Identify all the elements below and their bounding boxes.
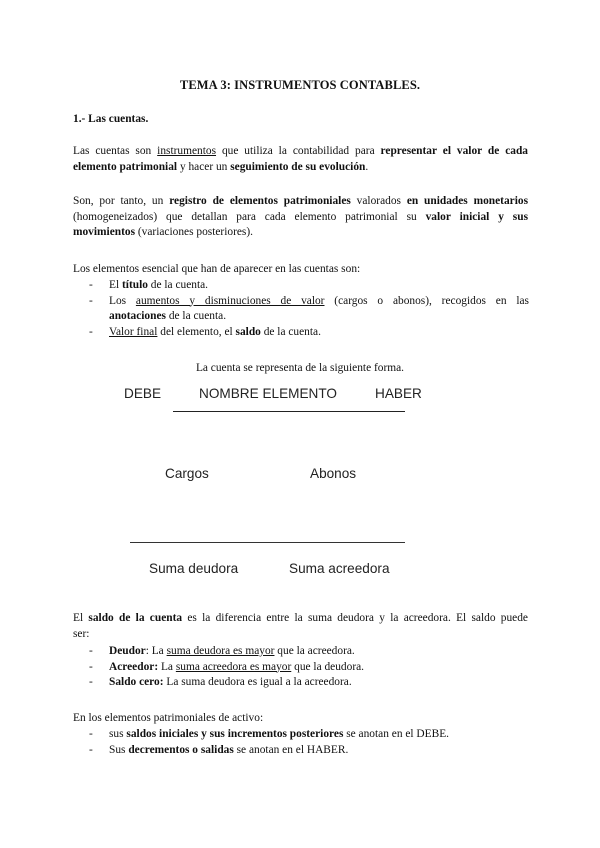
paragraph-line xyxy=(109,294,529,310)
list-item xyxy=(89,675,529,691)
text-run: de la cuenta. xyxy=(260,325,321,338)
activo-list xyxy=(89,727,529,758)
bold-term: seguimiento de su evolución xyxy=(230,160,366,173)
list-intro: Los elementos esencial que han de aparecer en las cuentas son: xyxy=(73,263,361,275)
dash-bullet: - xyxy=(89,676,93,688)
underlined-term: instrumentos xyxy=(157,145,217,157)
text-run: que la acreedora. xyxy=(274,645,355,657)
account-top-line xyxy=(173,411,405,412)
underlined-term: suma acreedora es mayor xyxy=(175,660,292,673)
bold-term: movimientos xyxy=(73,226,136,238)
paragraph-line: ser: xyxy=(73,627,90,640)
paragraph-definition xyxy=(73,144,528,175)
bold-term: saldos iniciales y sus incrementos posteriores xyxy=(126,728,344,740)
text-run: Sus xyxy=(109,743,129,756)
bold-term: saldo de la cuenta xyxy=(88,612,183,624)
text-run: : La xyxy=(145,645,167,657)
underlined-term: aumentos y disminuciones de valor xyxy=(135,294,325,307)
dash-bullet: - xyxy=(89,294,93,307)
text-run: se anotan en el DEBE. xyxy=(343,728,450,740)
suma-deudora-label: Suma deudora xyxy=(149,561,239,576)
list-item xyxy=(89,743,529,759)
paragraph-line xyxy=(73,144,528,160)
dash-bullet: - xyxy=(89,728,93,740)
cargos-label: Cargos xyxy=(165,466,209,481)
suma-acreedora-label: Suma acreedora xyxy=(289,561,390,576)
section-heading: 1.- Las cuentas. xyxy=(73,113,149,125)
text-run: del elemento, el xyxy=(157,325,236,338)
underlined-term: suma deudora es mayor xyxy=(166,645,275,657)
haber-label: HABER xyxy=(375,386,422,401)
underlined-term: Valor final xyxy=(109,325,158,338)
bold-term: decrementos o salidas xyxy=(128,743,234,756)
text-run: La suma deudora es igual a la acreedora. xyxy=(163,676,352,688)
dash-bullet: - xyxy=(89,325,93,338)
dash-bullet: - xyxy=(89,743,93,756)
bold-term: saldo xyxy=(235,325,261,338)
paragraph-line xyxy=(73,194,528,210)
text-run: Los xyxy=(109,294,136,307)
text-run: Son, por tanto, un xyxy=(73,195,170,207)
account-bottom-line xyxy=(130,542,405,543)
text-run: sus xyxy=(109,728,127,740)
bold-term: Saldo cero: xyxy=(109,676,164,688)
dash-bullet: - xyxy=(89,279,93,291)
list-item xyxy=(89,660,529,676)
paragraph-registro xyxy=(73,194,528,241)
list-item xyxy=(89,325,529,341)
text-run: El xyxy=(109,279,122,291)
paragraph-line xyxy=(73,611,528,627)
text-run: se anotan en el HABER. xyxy=(233,743,349,756)
debe-label: DEBE xyxy=(124,386,162,401)
paragraph-saldo xyxy=(73,611,528,642)
list-item xyxy=(89,294,529,325)
dash-bullet: - xyxy=(89,660,93,673)
paragraph-line xyxy=(109,309,529,325)
bold-term: representar el valor de cada xyxy=(380,145,528,157)
dash-bullet: - xyxy=(89,645,93,657)
text-run: valorados xyxy=(350,195,407,207)
paragraph-line xyxy=(73,160,528,176)
saldo-types-list xyxy=(89,644,529,691)
paragraph-line xyxy=(73,225,528,241)
bold-term: elemento patrimonial xyxy=(73,160,178,173)
account-name-label: NOMBRE ELEMENTO xyxy=(199,386,337,401)
bold-term: anotaciones xyxy=(109,310,166,322)
text-run: (variaciones posteriores). xyxy=(135,226,253,238)
bold-term: registro de elementos patrimoniales xyxy=(169,195,351,207)
text-run: es la diferencia entre la suma deudora y la acreedora. El saldo puede xyxy=(182,612,528,624)
abonos-label: Abonos xyxy=(310,466,357,481)
text-run: que la deudora. xyxy=(291,660,365,673)
text-run: La xyxy=(158,660,176,673)
bold-term: Deudor xyxy=(109,645,146,657)
text-run: (cargos o abonos), recogidos en las xyxy=(324,294,529,307)
text-run: El xyxy=(73,612,89,624)
list-item xyxy=(89,727,529,743)
list-intro: En los elementos patrimoniales de activo: xyxy=(73,712,264,724)
text-run: que utiliza la contabilidad para xyxy=(216,145,381,157)
list-item xyxy=(89,278,529,294)
text-run: . xyxy=(365,160,369,173)
document-title: TEMA 3: INSTRUMENTOS CONTABLES. xyxy=(179,78,421,92)
bold-term: valor inicial y sus xyxy=(425,210,528,223)
text-run: de la cuenta. xyxy=(165,310,227,322)
paragraph-line xyxy=(73,210,528,226)
text-run: de la cuenta. xyxy=(147,279,209,291)
text-run: (homogeneizados) que detallan para cada elemento patrimonial su xyxy=(73,210,426,223)
diagram-caption: La cuenta se representa de la siguiente forma. xyxy=(195,362,405,374)
essential-elements-list xyxy=(89,278,529,340)
bold-term: título xyxy=(121,279,148,291)
list-item xyxy=(89,644,529,660)
bold-term: en unidades monetarios xyxy=(406,195,529,207)
bold-term: Acreedor: xyxy=(109,660,159,673)
text-run: Las cuentas son xyxy=(73,145,158,157)
text-run: y hacer un xyxy=(177,160,231,173)
